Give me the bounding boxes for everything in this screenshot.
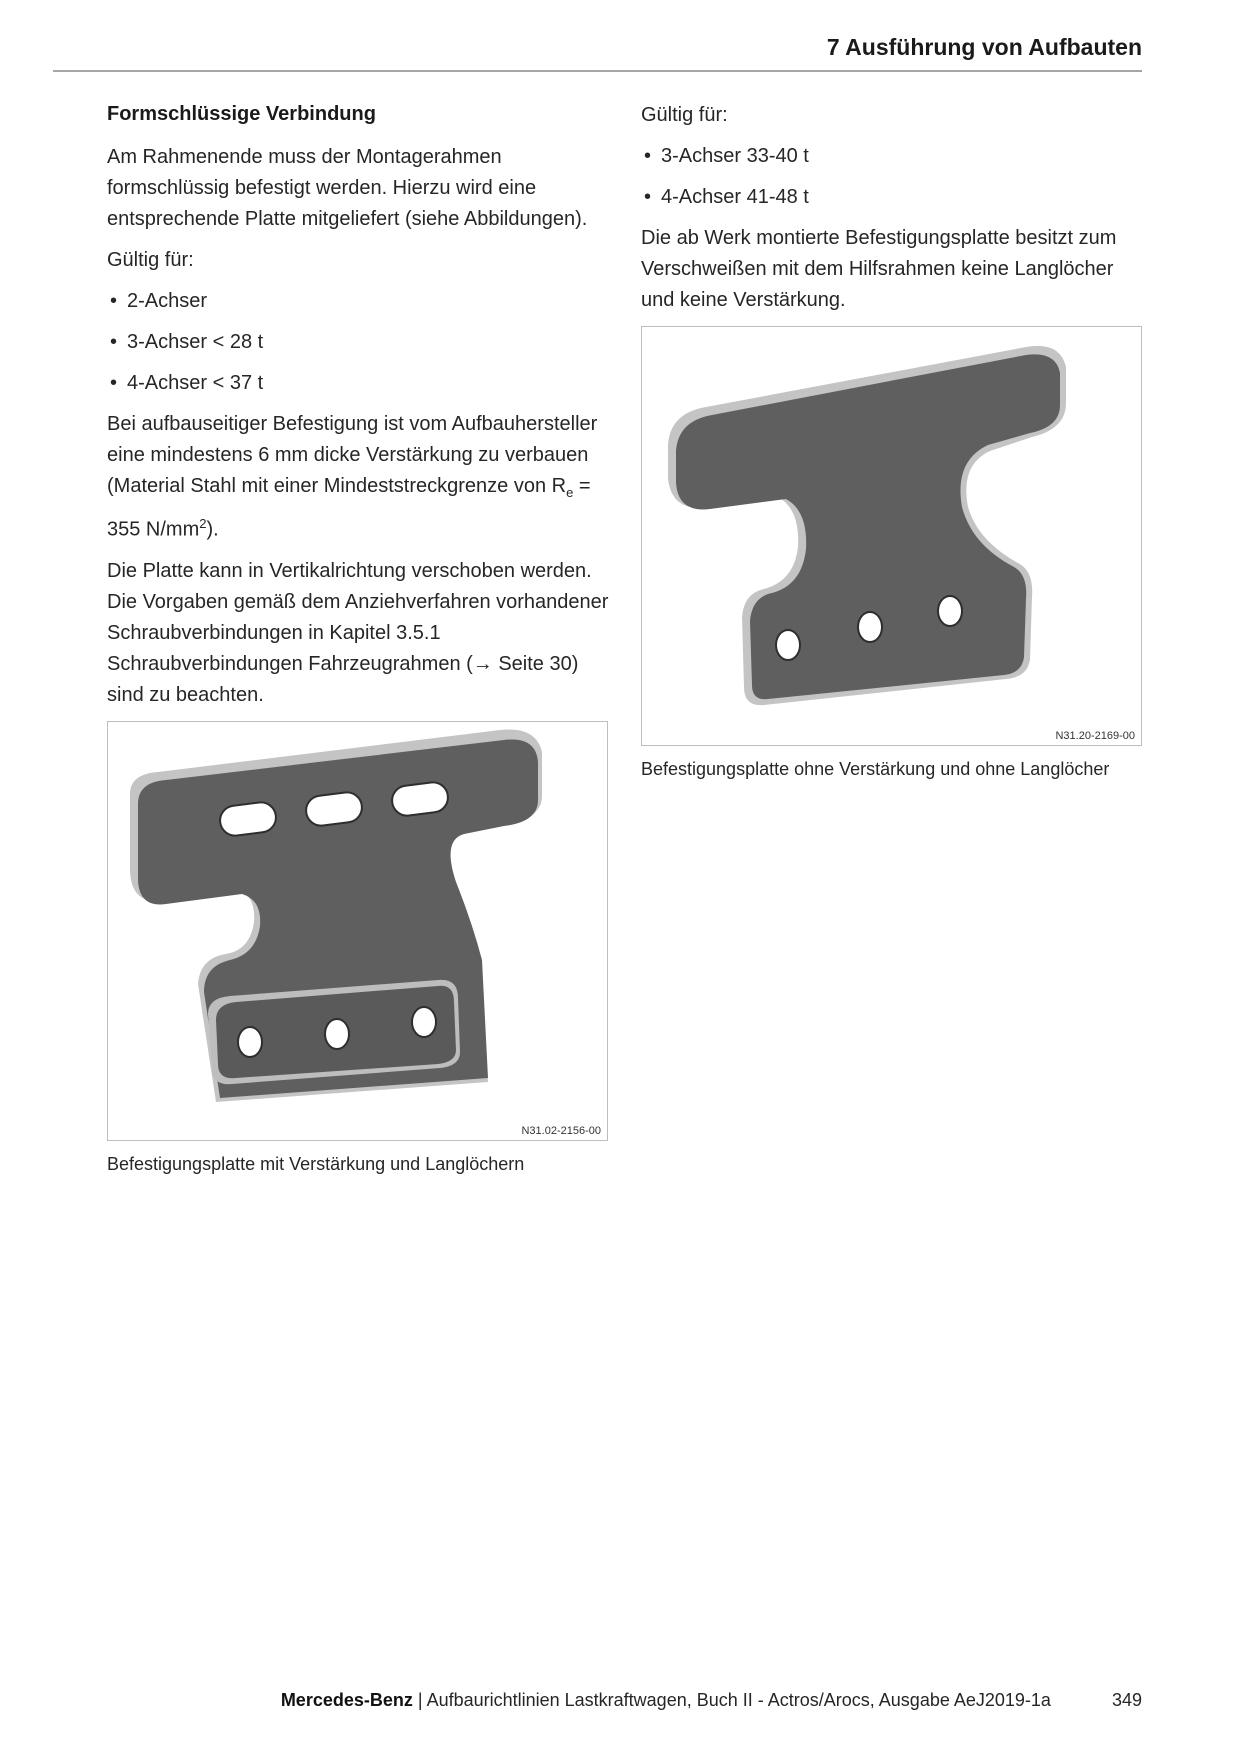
list-item: • 4-Achser 41-48 t — [641, 182, 1142, 213]
validity-list — [641, 141, 1142, 213]
paragraph-reinforcement: Bei aufbauseitiger Befestigung ist vom Aufbauhersteller eine mindestens 6 mm dicke Verstärkung zu verbauen (Material Stahl mit einer Mindeststreckgrenze von $R_e = 355$ $N/mm^2$). — [107, 413, 598, 541]
figure-plate-with-reinforcement — [107, 721, 608, 1141]
footer-separator: | — [417, 1690, 427, 1710]
page-number: 349 — [1111, 1690, 1142, 1710]
figure-caption: Befestigungsplatte mit Verstärkung und Langlöchern — [107, 1153, 525, 1174]
list-item: • 3-Achser 33-40 t — [641, 141, 1142, 172]
plate-with-reinforcement-illustration — [108, 722, 607, 1140]
paragraph-factory-plate: Die ab Werk montierte Befestigungsplatte besitzt zum Verschweißen mit dem Hilfsrahmen keine Langlöcher und keine Verstärkung. — [641, 227, 1117, 311]
figure-code: N31.20-2169-00 — [1055, 730, 1135, 742]
paragraph-intro: Am Rahmenende muss der Montagerahmen formschlüssig befestigt werden. Hierzu wird eine entsprechende Platte mitgeliefert (siehe Abbildungen). — [107, 146, 588, 230]
figure-plate-without-reinforcement — [641, 326, 1142, 746]
list-item: • 4-Achser < 37 t — [107, 368, 609, 399]
footer-document-title: Aufbaurichtlinien Lastkraftwagen, Buch II - Actros/Arocs, Ausgabe AeJ2019-1a — [426, 1690, 1051, 1710]
list-item: • 3-Achser < 28 t — [107, 327, 609, 358]
page-footer — [0, 1690, 1142, 1711]
left-column — [107, 100, 609, 1177]
validity-list — [107, 286, 609, 399]
right-column — [641, 100, 1142, 782]
paragraph-adjustment: Die Platte kann in Vertikalrichtung verschoben werden. Die Vorgaben gemäß dem Anziehverfahren vorhandener Schraubverbindungen in Kapitel 3.5.1 Schraubverbindungen Fahrzeugrahmen (→ Seite 30) sind zu beachten. — [107, 559, 609, 706]
plate-without-reinforcement-illustration — [642, 327, 1141, 745]
header-divider — [53, 70, 1142, 72]
valid-for-label: Gültig für: — [107, 249, 194, 271]
footer-brand: Mercedes-Benz — [280, 1690, 413, 1710]
chapter-title: 7 Ausführung von Aufbauten — [826, 34, 1142, 60]
section-heading: Formschlüssige Verbindung — [107, 103, 376, 125]
figure-code: N31.02-2156-00 — [521, 1124, 601, 1137]
valid-for-label: Gültig für: — [641, 104, 728, 126]
figure-caption: Befestigungsplatte ohne Verstärkung und ohne Langlöcher — [641, 759, 1110, 779]
list-item: • 2-Achser — [107, 286, 609, 317]
